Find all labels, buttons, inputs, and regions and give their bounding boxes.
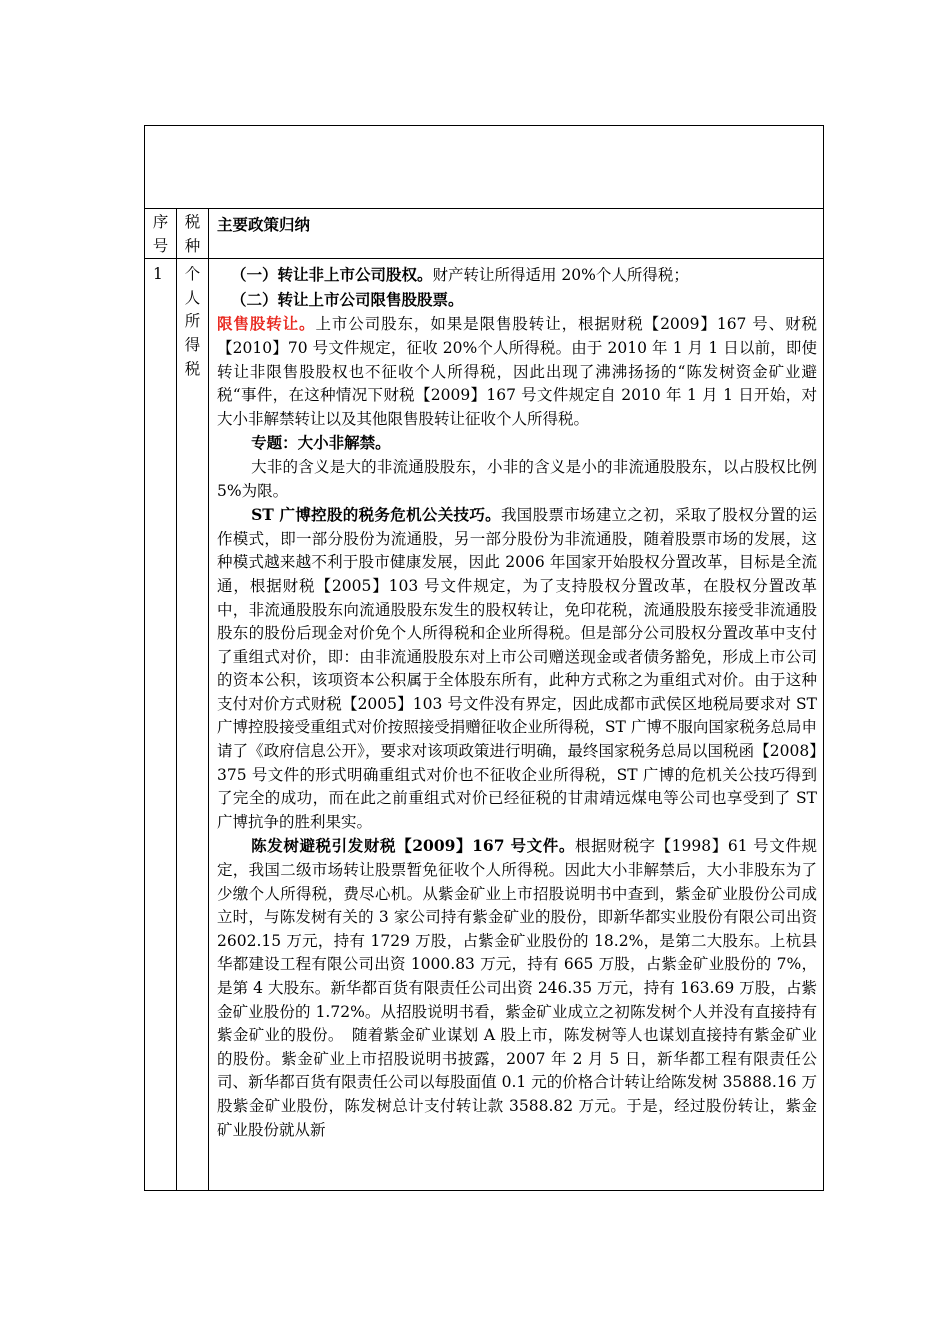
policy-heading-red: 限售股转让。 <box>217 314 316 334</box>
policy-heading-1: （一）转让非上市公司股权。 <box>230 265 433 285</box>
row-policy-cell <box>209 259 824 1191</box>
policy-heading-4: 专题：大小非解禁。 <box>251 433 391 453</box>
header-main-cell <box>209 209 824 259</box>
header-tax-cell <box>177 209 209 259</box>
policy-heading-7: 陈发树避税引发财税【2009】167 号文件。 <box>251 836 575 856</box>
row-seq-number: 1 <box>153 265 163 284</box>
policy-paragraph-5 <box>217 456 817 503</box>
row-tax-cell <box>177 259 209 1191</box>
policy-paragraph-7 <box>217 834 817 1142</box>
table-title-row <box>145 126 824 209</box>
policy-text-7: 根据财税字【1998】61 号文件规定，我国二级市场转让股票暂免征收个人所得税。因此大小非解禁后，大小非股东为了少缴个人所得税，费尽心机。从紫金矿业上市招股说明书中查到，紫金矿业股份公司成立时，与陈发树有关的 3 家公司持有紫金矿业的股份，即新华都实业股份有限公司出资 2602.15 万元，持有 1729 万股，占紫金矿业股份的 18.2%，是第二大股东。上杭县华都建设工程有限公司出资 1000.83 万元，持有 665 万股，占紫金矿业股份的 7%，是第 4 大股东。新华都百货有限责任公司出资 246.35 万元，持有 163.69 万股，占紫金矿业股份的 1.72%。从招股说明书看，紫金矿业成立之初陈发树个人并没有直接持有紫金矿业的股份。 随着紫金矿业谋划 A 股上市，陈发树等人也谋划直接持有紫金矿业的股份。紫金矿业上市招股说明书披露，2007 年 2 月 5 日，新华都工程有限责任公司、新华都百货有限责任公司以每股面值 0.1 元的价格合计转让给陈发树 35888.16 万股紫金矿业股份，陈发树总计支付转让款 3588.82 万元。于是，经过股份转让，紫金矿业股份就从新 <box>217 837 817 1139</box>
header-seq-cell <box>145 209 177 259</box>
header-seq-label: 序号 <box>152 213 169 255</box>
row-tax-label: 个人所得税 <box>184 265 201 378</box>
policy-text-3: 上市公司股东，如果是限售股转让，根据财税【2009】167 号、财税【2010】70 号文件规定，征收 20%个人所得税。由于 2010 年 1 月 1 日以前，即使转让非限售股股权也不征收个人所得税，因此出现了沸沸扬扬的“陈发树资金矿业避税“事件，在这种情况下财税【2009】167 号文件规定自 2010 年 1 月 1 日开始，对大小非解禁转让以及其他限售股转让征收个人所得税。 <box>217 315 817 428</box>
policy-heading-6: ST 广博控股的税务危机公关技巧。 <box>251 505 501 525</box>
policy-paragraph-4 <box>217 431 817 456</box>
policy-paragraph-2 <box>217 288 817 313</box>
policy-paragraph-1 <box>217 263 817 288</box>
policy-paragraph-3 <box>217 312 817 431</box>
policy-text-body <box>217 263 817 1190</box>
table-row <box>145 259 824 1191</box>
policy-text-6: 我国股票市场建立之初，采取了股权分置的运作模式，即一部分股份为流通股，另一部分股份为非流通股，随着股票市场的发展，这种模式越来越不利于股市健康发展，因此 2006 年国家开始股权分置改革，目标是全流通，根据财税【2005】103 号文件规定，为了支持股权分置改革，在股权分置改革中，非流通股股东向流通股股东发生的股权转让，免印花税，流通股股东接受非流通股股东的股份后现金对价免个人所得税和企业所得税。但是部分公司股权分置改革中支付了重组式对价，即：由非流通股股东对上市公司赠送现金或者债务豁免，形成上市公司的资本公积，该项资本公积属于全体股东所有，此种方式称之为重组式对价。由于这种支付对价方式财税【2005】103 号文件没有界定，因此成都市武侯区地税局要求对 ST 广博控股接受重组式对价按照接受捐赠征收企业所得税，ST 广博不服向国家税务总局申请了《政府信息公开》，要求对该项政策进行明确，最终国家税务总局以国税函【2008】375 号文件的形式明确重组式对价也不征收企业所得税，ST 广博的危机关公技巧得到了完全的成功，而在此之前重组式对价已经征税的甘肃靖远煤电等公司也享受到了 ST 广博抗争的胜利果实。 <box>217 506 817 831</box>
row-seq-cell <box>145 259 177 1191</box>
policy-paragraph-6 <box>217 503 817 834</box>
header-main-label: 主要政策归纳 <box>217 215 311 234</box>
policy-text-1: 财产转让所得适用 20%个人所得税； <box>432 266 689 285</box>
table-header-row <box>145 209 824 259</box>
table-title-cell <box>145 126 824 209</box>
header-tax-label: 税种 <box>184 213 201 255</box>
policy-heading-2: （二）转让上市公司限售股股票。 <box>230 289 464 309</box>
policy-table <box>144 125 824 1191</box>
policy-text-5: 大非的含义是大的非流通股股东，小非的含义是小的非流通股股东，以占股权比例 5%为限。 <box>217 457 817 500</box>
